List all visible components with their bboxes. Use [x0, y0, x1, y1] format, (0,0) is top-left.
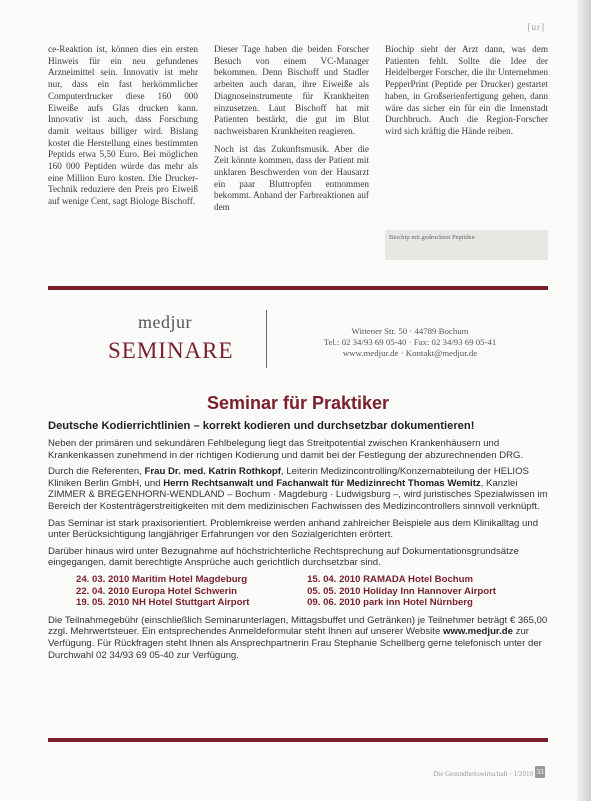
- date-item: 22. 04. 2010 Europa Hotel Schwerin: [76, 585, 238, 597]
- speakers-mid: , Leiterin Medizincontrolling/Konzernabteilung der HELIOS Kliniken Berlin GmbH, und: [48, 466, 529, 489]
- logo-medjur: medjur: [138, 312, 192, 332]
- date-item: 15. 04. 2010 RAMADA Hotel Bochum: [307, 573, 474, 585]
- page-number: 33: [536, 768, 544, 776]
- page-edge-shadow: [577, 0, 591, 801]
- article-paragraph: Dieser Tage haben die beiden Forscher Besuch von einem VC-Manager bekommen. Denn Bischoff und Stadler arbeiten auch daran, ihre Eiweiße als Diagnoseinstrumente für Krankheiten einzusetzen. Laut Bischoff hat mit Patienten bestärkt, die gut im Blut nachweisbaren Krankheiten reagieren.: [214, 44, 369, 136]
- website-link[interactable]: www.medjur.de: [442, 626, 513, 638]
- date-item: 24. 03. 2010 Maritim Hotel Magdeburg: [76, 573, 248, 585]
- article-column-2: [214, 44, 369, 220]
- contact-phone: Tel.: 02 34/93 69 05-40 · Fax: 02 34/93 69 05-41: [323, 337, 497, 347]
- logo-seminare: SEMINARE: [108, 338, 234, 363]
- fee-contact-text: zur Verfügung. Für Rückfragen steht Ihnen als Ansprechpartnerin Frau Stephanie Schellberg gerne telefonisch unter der Durchwahl 02 34/93 69 05-40 zur Verfügung.: [48, 626, 542, 661]
- seminar-paragraph: Darüber hinaus wird unter Bezugnahme auf höchstrichterliche Rechtsprechung auf Dokumentationsgrundsätze eingegangen, damit berechtigte Ansprüche auch gerichtlich durchsetzbar sind.: [48, 545, 519, 569]
- seminar-paragraph-fee: [48, 615, 548, 661]
- article-paragraph: Biochip sieht der Arzt dann, was dem Patienten fehlt. Sollte die Idee der Heidelberger Forscher, die ihr Unternehmen PepperPrint (Peptide per Drucker) gestartet haben, in Großserienfertigung gehen, dann wäre das sicher ein für ein die Innenstadt Durchbruch. Auch die Region-Forscher wird sich kräftig die Hände reiben.: [385, 44, 548, 136]
- dates-left-column: [76, 574, 249, 609]
- image-caption: Biochip mit gedruckten Peptiden: [385, 230, 548, 260]
- page-runner: [ur]: [527, 22, 545, 32]
- speaker-2: Herrn Rechtsanwalt und Fachanwalt für Medizinrecht Thomas Wemitz: [163, 477, 481, 489]
- ad-bottom-rule: [48, 738, 548, 742]
- seminar-title: Seminar für Praktiker: [206, 393, 390, 413]
- date-item: 09. 06. 2010 park inn Hotel Nürnberg: [307, 597, 473, 609]
- date-item: 05. 05. 2010 Holiday Inn Hannover Airport: [307, 585, 496, 597]
- footer-publication: Die Gesundheitswirtschaft · 1/2010: [433, 770, 533, 778]
- speakers-outro: , Kanzlei ZIMMER & BREGENHORN-WENDLAND – Bochum · Magdeburg · Ludwigsburg –, wird juristisches Spezialwissen im Bereich der Kostenträgerstreitigkeiten mit dem medizinischen Fachwissen des Medizincontrollers sinnvoll verknüpft.: [48, 477, 548, 512]
- seminar-paragraph: Neben der primären und sekundären Fehlbelegung liegt das Streitpotential zwischen Krankenhäusern und Krankenkassen zunehmend in der richtigen Kodierung und damit bei der Festlegung der abzurechnenden DRG.: [48, 438, 524, 461]
- ad-top-rule: [48, 286, 548, 290]
- seminar-subtitle: Deutsche Kodierrichtlinien – korrekt kodieren und durchsetzbar dokumentieren!: [48, 420, 475, 432]
- contact-address: Wittener Str. 50 · 44789 Bochum: [351, 326, 469, 336]
- seminar-paragraph-speakers: [48, 466, 548, 512]
- seminar-paragraph: Das Seminar ist stark praxisorientiert. Problemkreise werden anhand zahlreicher Beispiele aus dem Klinikalltag und unter Berücksichtigung langjähriger Erfahrungen vor den Sozialgerichten erörtert.: [48, 517, 539, 541]
- speakers-intro: Durch die Referenten,: [48, 466, 145, 478]
- seminar-dates: [76, 574, 496, 609]
- article-column-1: [48, 44, 198, 214]
- logo-divider: [266, 310, 267, 368]
- article-paragraph: Noch ist das Zukunftsmusik. Aber die Zeit könnte kommen, dass der Patient mit unklaren Beschwerden von der Hausarzt ein paar Bluttropfen entnommen bekommt. Anhand der Farbreaktionen auf dem: [214, 143, 369, 213]
- date-item: 19. 05. 2010 NH Hotel Stuttgart Airport: [76, 597, 250, 609]
- speaker-1: Frau Dr. med. Katrin Rothkopf: [144, 466, 281, 478]
- contact-web: www.medjur.de · Kontakt@medjur.de: [342, 348, 478, 358]
- article-columns: [48, 44, 548, 266]
- fee-text: Die Teilnahmegebühr (einschließlich Seminarunterlagen, Mittagsbuffet und Getränken) je Teilnehmer beträgt € 365,00 zzgl. Mehrwertsteuer. Ein entsprechendes Anmeldeformular steht Ihnen auf unserer Website: [48, 614, 548, 638]
- article-column-3: [385, 44, 548, 144]
- seminar-body: [48, 438, 548, 666]
- dates-right-column: [307, 574, 496, 609]
- article-paragraph: ce-Reaktion ist, können dies ein ersten Hinweis für ein neu gefundenes Arzneimittel sein. Innovativ ist mehr nur, dass ein fast herkömmlicher Computerdrucker diese 160 000 Eiweiße aufs Glas drucken kann. Innovativ ist auch, dass Forschung damit weitaus billiger wird. Bislang kostet die Herstellung eines bestimmten Peptids etwa 5,50 Euro. Bei möglichen 160 000 Peptiden würde das mehr als eine Million Euro kosten. Die Drucker-Technik reduziere den Preis pro Eiweiß auf wenige Cent, sagt Biologe Bischoff.: [48, 44, 198, 207]
- contact-block: [290, 326, 530, 359]
